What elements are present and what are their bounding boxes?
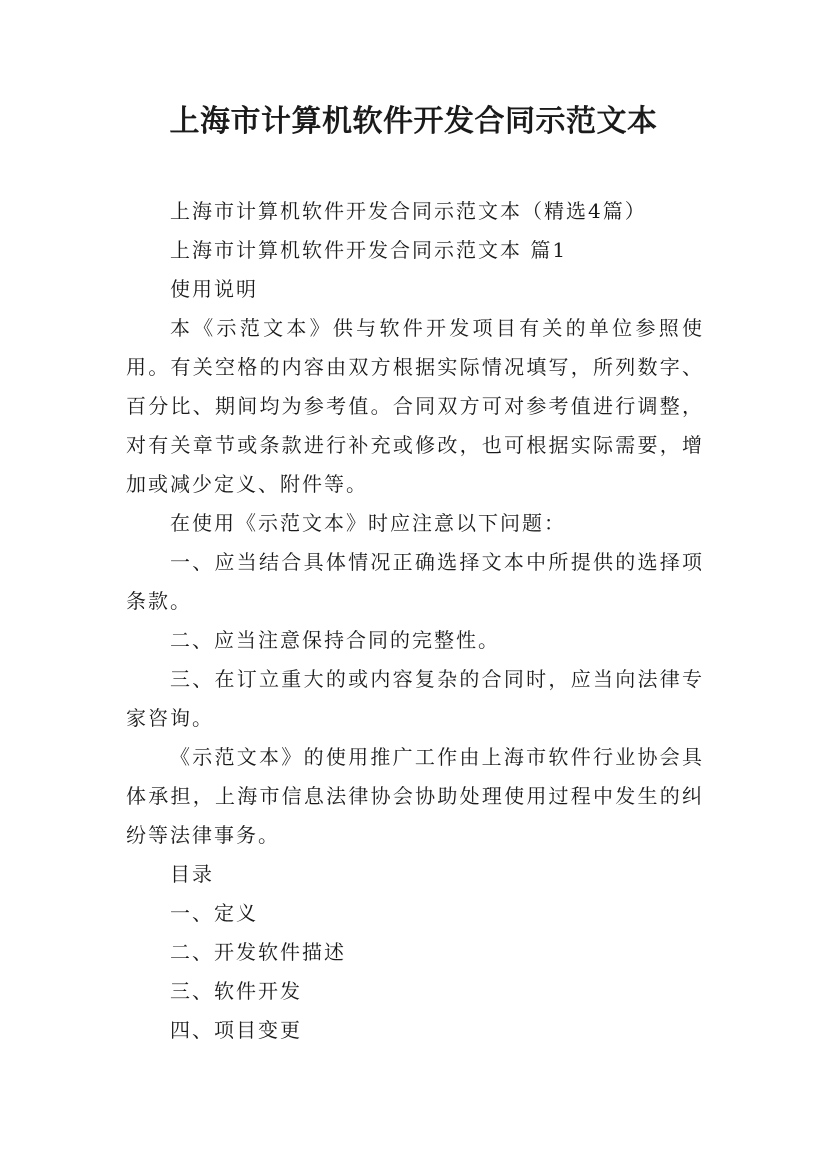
promotion-paragraph: 《示范文本》的使用推广工作由上海市软件行业协会具体承担，上海市信息法律协会协助处理使用过程中发生的纠纷等法律事务。 [126,745,704,847]
notice-item-2: 二、应当注意保持合同的完整性。 [170,628,500,652]
notice-item-3: 三、在订立重大的或内容复杂的合同时，应当向法律专家咨询。 [126,667,704,730]
toc-heading: 目录 [170,862,214,886]
notice-item-1: 一、应当结合具体情况正确选择文本中所提供的选择项条款。 [126,550,704,613]
toc-item: 二、开发软件描述 [170,940,346,964]
toc-item: 一、定义 [170,901,258,925]
subtitle-paragraph: 上海市计算机软件开发合同示范文本（精选4篇） [170,199,647,223]
toc-item: 四、项目变更 [170,1018,302,1042]
toc-item: 三、软件开发 [170,979,302,1003]
usage-heading: 使用说明 [170,277,258,301]
notice-intro: 在使用《示范文本》时应注意以下问题： [170,511,566,535]
section-heading: 上海市计算机软件开发合同示范文本 篇1 [170,238,568,262]
usage-paragraph: 本《示范文本》供与软件开发项目有关的单位参照使用。有关空格的内容由双方根据实际情况填写，所列数字、百分比、期间均为参考值。合同双方可对参考值进行调整，对有关章节或条款进行补充或修改，也可根据实际需要，增加或减少定义、附件等。 [126,316,704,496]
document-title: 上海市计算机软件开发合同示范文本 [169,104,658,139]
document-body [126,192,704,1050]
